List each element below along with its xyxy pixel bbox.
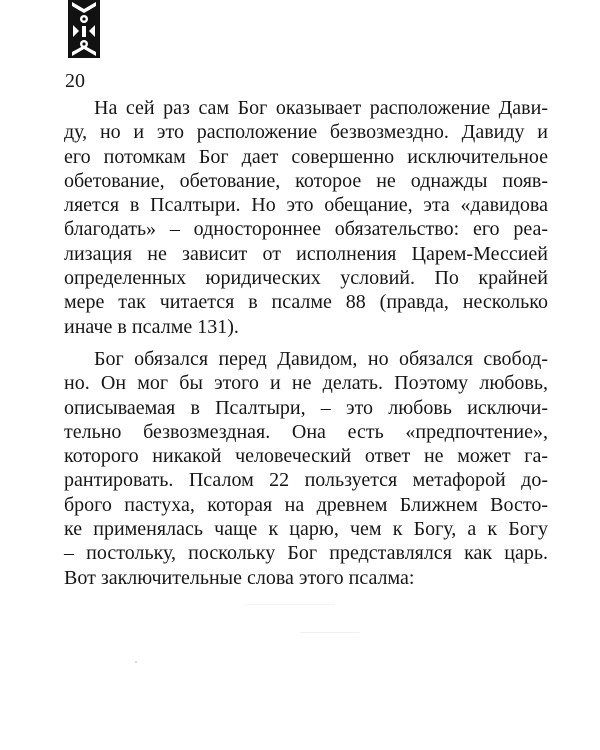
text-line: тельно безвозмездная. Она есть «предпочтение»,	[64, 420, 548, 443]
body-text	[64, 96, 548, 590]
text-line: описываемая в Псалтыри, – это любовь исключи-	[64, 396, 548, 419]
text-line: Бог обязался перед Давидом, но обязался свобод-	[94, 347, 548, 370]
text-line: мере так читается в псалме 88 (правда, несколько	[64, 291, 548, 314]
text-line: обетование, обетование, которое не однажды появ-	[64, 169, 548, 192]
text-line: его потомкам Бог дает совершенно исключительное	[64, 145, 548, 168]
text-line: брого пастуха, которая на древнем Ближнем Восто-	[64, 493, 548, 516]
paragraph	[64, 96, 548, 339]
text-line: благодать» – одностороннее обязательство: его реа-	[64, 218, 548, 241]
paper-speck	[135, 661, 137, 663]
text-line: но. Он мог бы этого и не делать. Поэтому любовь,	[64, 372, 548, 395]
text-line: ду, но и это расположение безвозмездно. Давиду и	[64, 121, 548, 144]
text-line: которого никакой человеческий ответ не может га-	[64, 445, 548, 468]
text-line: лизация не зависит от исполнения Царем-Мессией	[64, 242, 548, 265]
decorative-border-ornament-icon	[68, 0, 100, 58]
text-line: На сей раз сам Бог оказывает расположение Дави-	[94, 97, 548, 119]
text-line: рантировать. Псалом 22 пользуется метафорой до-	[64, 469, 548, 492]
paper-speck	[245, 604, 335, 605]
paragraph	[64, 347, 548, 590]
text-line: определенных юридических условий. По крайней	[64, 267, 548, 290]
page-number: 20	[65, 70, 85, 92]
text-line: ляется в Псалтыри. Но это обещание, эта «давидова	[64, 194, 548, 217]
text-line: ке применялась чаще к царю, чем к Богу, а к Богу	[64, 518, 548, 541]
paper-speck	[300, 632, 360, 633]
text-line: – постольку, поскольку Бог представлялся как царь.	[64, 542, 548, 565]
text-line: иначе в псалме 131).	[64, 315, 239, 338]
text-line: Вот заключительные слова этого псалма:	[64, 566, 415, 589]
